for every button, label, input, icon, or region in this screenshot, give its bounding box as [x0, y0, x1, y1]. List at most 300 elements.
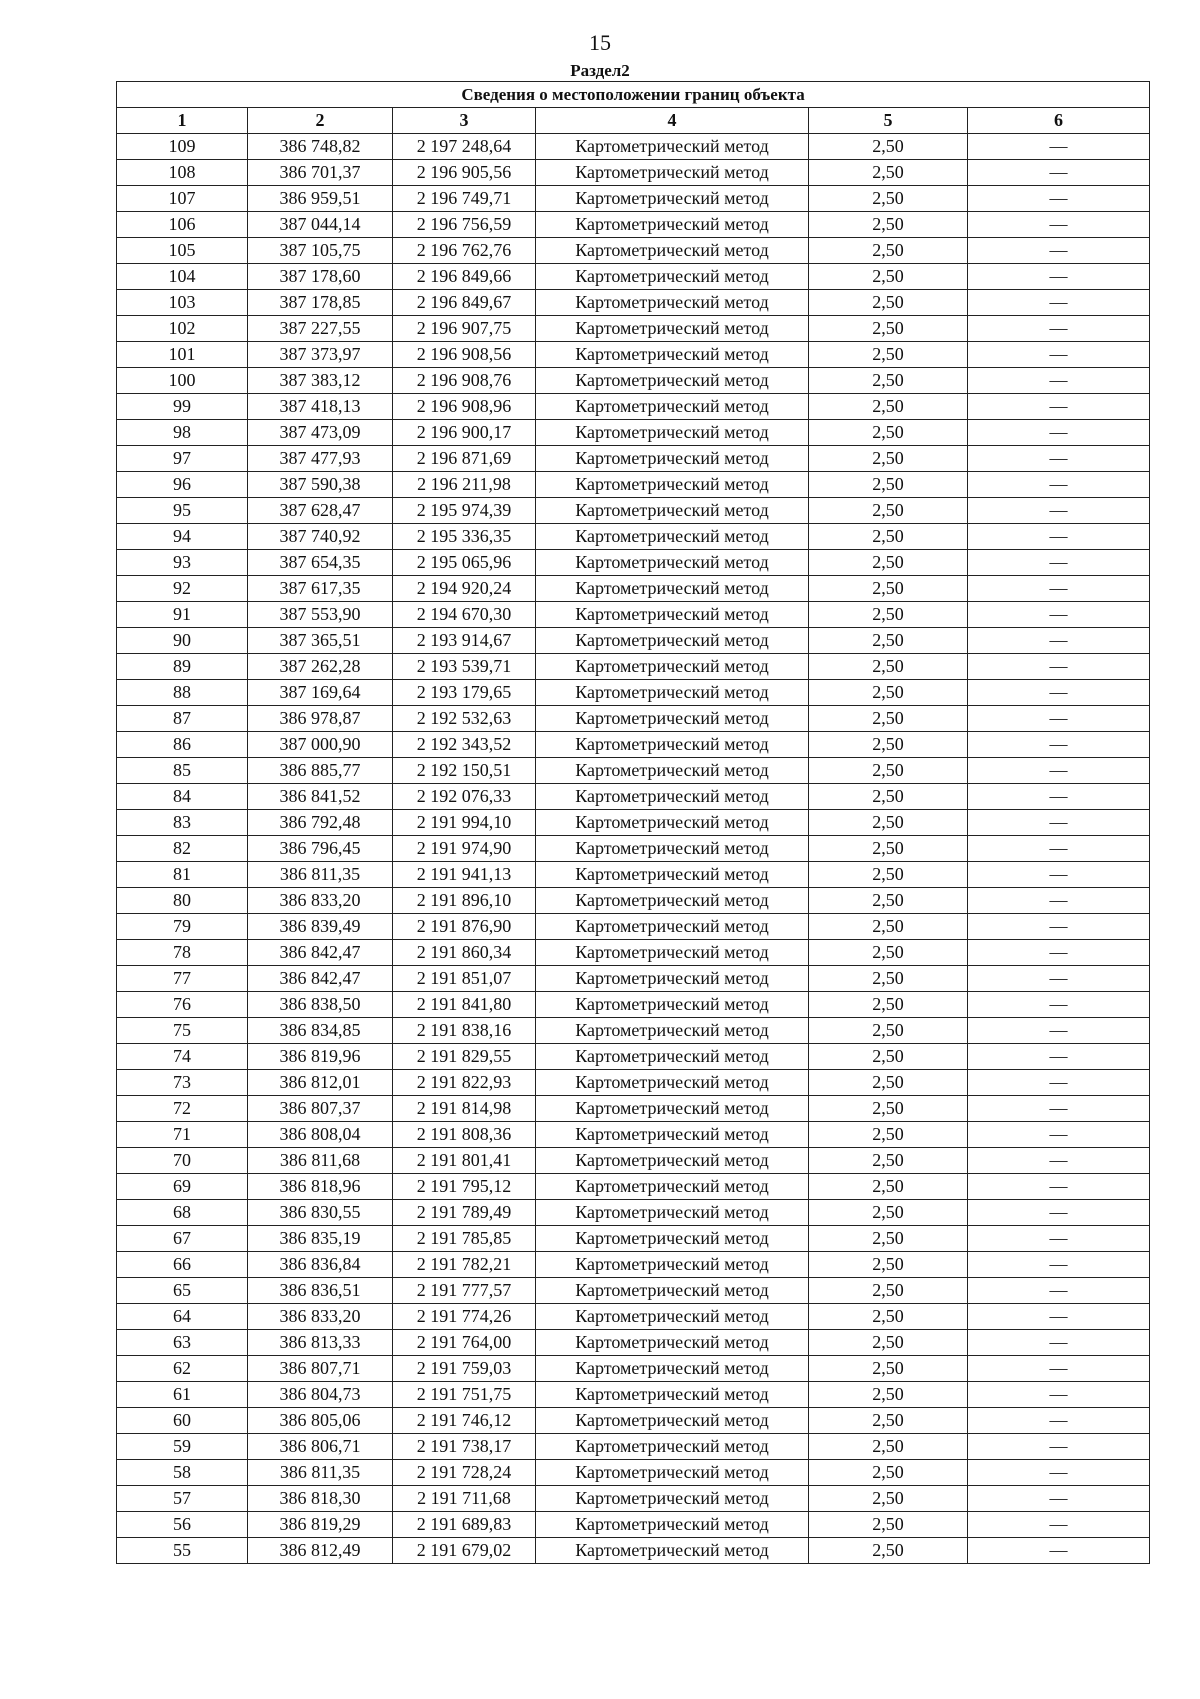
- cell-x-coordinate: 386 818,30: [248, 1486, 393, 1512]
- cell-point-number: 72: [117, 1096, 248, 1122]
- cell-method: Картометрический метод: [536, 836, 809, 862]
- cell-y-coordinate: 2 191 994,10: [393, 810, 536, 836]
- cell-x-coordinate: 386 811,35: [248, 1460, 393, 1486]
- cell-point-number: 101: [117, 342, 248, 368]
- cell-x-coordinate: 386 701,37: [248, 160, 393, 186]
- cell-y-coordinate: 2 193 179,65: [393, 680, 536, 706]
- cell-method: Картометрический метод: [536, 316, 809, 342]
- cell-description: —: [968, 1044, 1150, 1070]
- cell-accuracy: 2,50: [809, 758, 968, 784]
- column-header: 6: [968, 108, 1150, 134]
- cell-y-coordinate: 2 195 336,35: [393, 524, 536, 550]
- cell-method: Картометрический метод: [536, 1096, 809, 1122]
- cell-method: Картометрический метод: [536, 602, 809, 628]
- cell-method: Картометрический метод: [536, 758, 809, 784]
- cell-description: —: [968, 966, 1150, 992]
- cell-description: —: [968, 628, 1150, 654]
- cell-point-number: 99: [117, 394, 248, 420]
- cell-description: —: [968, 1018, 1150, 1044]
- cell-y-coordinate: 2 191 851,07: [393, 966, 536, 992]
- cell-description: —: [968, 134, 1150, 160]
- cell-point-number: 78: [117, 940, 248, 966]
- cell-method: Картометрический метод: [536, 1330, 809, 1356]
- cell-accuracy: 2,50: [809, 160, 968, 186]
- cell-method: Картометрический метод: [536, 784, 809, 810]
- cell-point-number: 96: [117, 472, 248, 498]
- cell-description: —: [968, 654, 1150, 680]
- table-row: [117, 576, 1150, 602]
- column-header: 4: [536, 108, 809, 134]
- cell-y-coordinate: 2 191 746,12: [393, 1408, 536, 1434]
- table-row: [117, 238, 1150, 264]
- cell-accuracy: 2,50: [809, 1018, 968, 1044]
- cell-accuracy: 2,50: [809, 1070, 968, 1096]
- cell-accuracy: 2,50: [809, 368, 968, 394]
- table-row: [117, 1538, 1150, 1564]
- cell-description: —: [968, 290, 1150, 316]
- cell-method: Картометрический метод: [536, 628, 809, 654]
- cell-description: —: [968, 992, 1150, 1018]
- cell-x-coordinate: 386 836,51: [248, 1278, 393, 1304]
- cell-accuracy: 2,50: [809, 134, 968, 160]
- cell-description: —: [968, 1174, 1150, 1200]
- cell-accuracy: 2,50: [809, 238, 968, 264]
- cell-description: —: [968, 1278, 1150, 1304]
- table-row: [117, 1044, 1150, 1070]
- cell-y-coordinate: 2 196 871,69: [393, 446, 536, 472]
- table-row: [117, 472, 1150, 498]
- table-row: [117, 1304, 1150, 1330]
- cell-y-coordinate: 2 196 762,76: [393, 238, 536, 264]
- cell-description: —: [968, 368, 1150, 394]
- cell-description: —: [968, 316, 1150, 342]
- table-row: [117, 446, 1150, 472]
- cell-description: —: [968, 836, 1150, 862]
- cell-method: Картометрический метод: [536, 368, 809, 394]
- cell-accuracy: 2,50: [809, 420, 968, 446]
- cell-method: Картометрический метод: [536, 940, 809, 966]
- cell-x-coordinate: 387 105,75: [248, 238, 393, 264]
- cell-y-coordinate: 2 191 751,75: [393, 1382, 536, 1408]
- cell-y-coordinate: 2 192 532,63: [393, 706, 536, 732]
- cell-point-number: 66: [117, 1252, 248, 1278]
- cell-description: —: [968, 1382, 1150, 1408]
- cell-method: Картометрический метод: [536, 862, 809, 888]
- cell-y-coordinate: 2 197 248,64: [393, 134, 536, 160]
- cell-y-coordinate: 2 196 908,96: [393, 394, 536, 420]
- cell-method: Картометрический метод: [536, 524, 809, 550]
- cell-point-number: 109: [117, 134, 248, 160]
- cell-accuracy: 2,50: [809, 628, 968, 654]
- table-row: [117, 550, 1150, 576]
- cell-description: —: [968, 732, 1150, 758]
- cell-point-number: 86: [117, 732, 248, 758]
- cell-method: Картометрический метод: [536, 446, 809, 472]
- cell-method: Картометрический метод: [536, 1122, 809, 1148]
- cell-point-number: 89: [117, 654, 248, 680]
- cell-x-coordinate: 386 804,73: [248, 1382, 393, 1408]
- cell-point-number: 56: [117, 1512, 248, 1538]
- column-header: 2: [248, 108, 393, 134]
- cell-point-number: 59: [117, 1434, 248, 1460]
- table-row: [117, 1382, 1150, 1408]
- cell-y-coordinate: 2 193 914,67: [393, 628, 536, 654]
- cell-point-number: 87: [117, 706, 248, 732]
- cell-point-number: 105: [117, 238, 248, 264]
- cell-y-coordinate: 2 191 814,98: [393, 1096, 536, 1122]
- cell-description: —: [968, 1252, 1150, 1278]
- cell-method: Картометрический метод: [536, 992, 809, 1018]
- cell-x-coordinate: 387 553,90: [248, 602, 393, 628]
- table-row: [117, 264, 1150, 290]
- table-row: [117, 888, 1150, 914]
- cell-y-coordinate: 2 196 908,56: [393, 342, 536, 368]
- cell-accuracy: 2,50: [809, 784, 968, 810]
- cell-accuracy: 2,50: [809, 862, 968, 888]
- cell-description: —: [968, 1122, 1150, 1148]
- cell-point-number: 107: [117, 186, 248, 212]
- cell-x-coordinate: 387 590,38: [248, 472, 393, 498]
- column-header: 1: [117, 108, 248, 134]
- cell-point-number: 74: [117, 1044, 248, 1070]
- cell-accuracy: 2,50: [809, 1122, 968, 1148]
- cell-method: Картометрический метод: [536, 420, 809, 446]
- cell-description: —: [968, 1226, 1150, 1252]
- cell-method: Картометрический метод: [536, 394, 809, 420]
- cell-description: —: [968, 1538, 1150, 1564]
- cell-point-number: 91: [117, 602, 248, 628]
- cell-point-number: 93: [117, 550, 248, 576]
- table-row: [117, 654, 1150, 680]
- cell-accuracy: 2,50: [809, 1278, 968, 1304]
- cell-point-number: 65: [117, 1278, 248, 1304]
- cell-method: Картометрический метод: [536, 1044, 809, 1070]
- cell-method: Картометрический метод: [536, 1278, 809, 1304]
- cell-method: Картометрический метод: [536, 1148, 809, 1174]
- cell-y-coordinate: 2 192 150,51: [393, 758, 536, 784]
- table-row: [117, 966, 1150, 992]
- cell-description: —: [968, 810, 1150, 836]
- cell-x-coordinate: 386 842,47: [248, 940, 393, 966]
- table-row: [117, 342, 1150, 368]
- cell-accuracy: 2,50: [809, 1382, 968, 1408]
- cell-point-number: 63: [117, 1330, 248, 1356]
- cell-description: —: [968, 1486, 1150, 1512]
- cell-x-coordinate: 387 740,92: [248, 524, 393, 550]
- cell-point-number: 102: [117, 316, 248, 342]
- table-row: [117, 394, 1150, 420]
- cell-description: —: [968, 862, 1150, 888]
- cell-description: —: [968, 160, 1150, 186]
- cell-point-number: 60: [117, 1408, 248, 1434]
- cell-x-coordinate: 386 811,35: [248, 862, 393, 888]
- cell-accuracy: 2,50: [809, 940, 968, 966]
- table-row: [117, 836, 1150, 862]
- cell-accuracy: 2,50: [809, 1174, 968, 1200]
- cell-x-coordinate: 387 373,97: [248, 342, 393, 368]
- cell-y-coordinate: 2 196 905,56: [393, 160, 536, 186]
- cell-x-coordinate: 387 365,51: [248, 628, 393, 654]
- cell-accuracy: 2,50: [809, 1356, 968, 1382]
- cell-point-number: 85: [117, 758, 248, 784]
- cell-accuracy: 2,50: [809, 680, 968, 706]
- cell-accuracy: 2,50: [809, 1200, 968, 1226]
- cell-x-coordinate: 387 383,12: [248, 368, 393, 394]
- column-header: 3: [393, 108, 536, 134]
- cell-y-coordinate: 2 191 876,90: [393, 914, 536, 940]
- table-row: [117, 1122, 1150, 1148]
- cell-point-number: 100: [117, 368, 248, 394]
- cell-point-number: 95: [117, 498, 248, 524]
- cell-accuracy: 2,50: [809, 1226, 968, 1252]
- cell-y-coordinate: 2 192 343,52: [393, 732, 536, 758]
- cell-accuracy: 2,50: [809, 914, 968, 940]
- cell-y-coordinate: 2 195 974,39: [393, 498, 536, 524]
- cell-method: Картометрический метод: [536, 810, 809, 836]
- cell-x-coordinate: 387 628,47: [248, 498, 393, 524]
- cell-x-coordinate: 386 808,04: [248, 1122, 393, 1148]
- cell-point-number: 57: [117, 1486, 248, 1512]
- cell-y-coordinate: 2 191 838,16: [393, 1018, 536, 1044]
- cell-point-number: 88: [117, 680, 248, 706]
- table-row: [117, 1434, 1150, 1460]
- cell-point-number: 70: [117, 1148, 248, 1174]
- cell-y-coordinate: 2 191 860,34: [393, 940, 536, 966]
- cell-x-coordinate: 387 044,14: [248, 212, 393, 238]
- table-row: [117, 498, 1150, 524]
- cell-description: —: [968, 446, 1150, 472]
- cell-point-number: 97: [117, 446, 248, 472]
- cell-method: Картометрический метод: [536, 1304, 809, 1330]
- cell-description: —: [968, 550, 1150, 576]
- table-row: [117, 1512, 1150, 1538]
- cell-description: —: [968, 1460, 1150, 1486]
- cell-accuracy: 2,50: [809, 1512, 968, 1538]
- cell-x-coordinate: 387 178,60: [248, 264, 393, 290]
- cell-accuracy: 2,50: [809, 732, 968, 758]
- table-row: [117, 706, 1150, 732]
- cell-accuracy: 2,50: [809, 1044, 968, 1070]
- table-row: [117, 680, 1150, 706]
- cell-point-number: 80: [117, 888, 248, 914]
- cell-y-coordinate: 2 191 774,26: [393, 1304, 536, 1330]
- cell-x-coordinate: 386 833,20: [248, 1304, 393, 1330]
- column-header: 5: [809, 108, 968, 134]
- cell-point-number: 108: [117, 160, 248, 186]
- page-number: 15: [589, 30, 611, 55]
- table-row: [117, 758, 1150, 784]
- cell-accuracy: 2,50: [809, 212, 968, 238]
- cell-x-coordinate: 386 885,77: [248, 758, 393, 784]
- cell-point-number: 73: [117, 1070, 248, 1096]
- cell-method: Картометрический метод: [536, 1434, 809, 1460]
- cell-y-coordinate: 2 196 211,98: [393, 472, 536, 498]
- cell-y-coordinate: 2 191 777,57: [393, 1278, 536, 1304]
- table-row: [117, 160, 1150, 186]
- cell-accuracy: 2,50: [809, 394, 968, 420]
- cell-x-coordinate: 386 807,37: [248, 1096, 393, 1122]
- cell-x-coordinate: 386 792,48: [248, 810, 393, 836]
- cell-accuracy: 2,50: [809, 290, 968, 316]
- table-row: [117, 732, 1150, 758]
- cell-method: Картометрический метод: [536, 550, 809, 576]
- cell-accuracy: 2,50: [809, 1330, 968, 1356]
- cell-description: —: [968, 914, 1150, 940]
- cell-x-coordinate: 386 819,96: [248, 1044, 393, 1070]
- cell-description: —: [968, 706, 1150, 732]
- cell-point-number: 62: [117, 1356, 248, 1382]
- section-title: Раздел2: [570, 61, 630, 80]
- cell-point-number: 55: [117, 1538, 248, 1564]
- cell-accuracy: 2,50: [809, 1538, 968, 1564]
- cell-method: Картометрический метод: [536, 238, 809, 264]
- cell-method: Картометрический метод: [536, 290, 809, 316]
- cell-y-coordinate: 2 191 738,17: [393, 1434, 536, 1460]
- table-row: [117, 1486, 1150, 1512]
- cell-x-coordinate: 386 748,82: [248, 134, 393, 160]
- cell-y-coordinate: 2 191 822,93: [393, 1070, 536, 1096]
- cell-accuracy: 2,50: [809, 264, 968, 290]
- table-row: [117, 1070, 1150, 1096]
- cell-x-coordinate: 386 835,19: [248, 1226, 393, 1252]
- cell-point-number: 94: [117, 524, 248, 550]
- table-row: [117, 186, 1150, 212]
- cell-method: Картометрический метод: [536, 1018, 809, 1044]
- cell-description: —: [968, 1356, 1150, 1382]
- cell-accuracy: 2,50: [809, 316, 968, 342]
- cell-description: —: [968, 394, 1150, 420]
- cell-x-coordinate: 386 796,45: [248, 836, 393, 862]
- cell-x-coordinate: 386 836,84: [248, 1252, 393, 1278]
- cell-y-coordinate: 2 191 941,13: [393, 862, 536, 888]
- cell-method: Картометрический метод: [536, 1252, 809, 1278]
- cell-y-coordinate: 2 196 749,71: [393, 186, 536, 212]
- cell-method: Картометрический метод: [536, 888, 809, 914]
- cell-x-coordinate: 387 262,28: [248, 654, 393, 680]
- table-row: [117, 1252, 1150, 1278]
- cell-x-coordinate: 386 805,06: [248, 1408, 393, 1434]
- cell-x-coordinate: 387 178,85: [248, 290, 393, 316]
- cell-description: —: [968, 680, 1150, 706]
- cell-method: Картометрический метод: [536, 498, 809, 524]
- cell-point-number: 104: [117, 264, 248, 290]
- cell-accuracy: 2,50: [809, 992, 968, 1018]
- cell-x-coordinate: 387 477,93: [248, 446, 393, 472]
- cell-description: —: [968, 524, 1150, 550]
- table-row: [117, 940, 1150, 966]
- table-row: [117, 1174, 1150, 1200]
- cell-point-number: 92: [117, 576, 248, 602]
- cell-description: —: [968, 498, 1150, 524]
- cell-accuracy: 2,50: [809, 550, 968, 576]
- cell-x-coordinate: 387 418,13: [248, 394, 393, 420]
- cell-method: Картометрический метод: [536, 1174, 809, 1200]
- cell-accuracy: 2,50: [809, 576, 968, 602]
- cell-accuracy: 2,50: [809, 602, 968, 628]
- table-row: [117, 1460, 1150, 1486]
- cell-description: —: [968, 264, 1150, 290]
- cell-description: —: [968, 888, 1150, 914]
- cell-x-coordinate: 386 806,71: [248, 1434, 393, 1460]
- table-row: [117, 784, 1150, 810]
- cell-y-coordinate: 2 191 785,85: [393, 1226, 536, 1252]
- table-row: [117, 524, 1150, 550]
- cell-x-coordinate: 387 169,64: [248, 680, 393, 706]
- table-row: [117, 316, 1150, 342]
- cell-point-number: 84: [117, 784, 248, 810]
- cell-point-number: 106: [117, 212, 248, 238]
- cell-y-coordinate: 2 196 907,75: [393, 316, 536, 342]
- cell-y-coordinate: 2 196 849,66: [393, 264, 536, 290]
- cell-method: Картометрический метод: [536, 1356, 809, 1382]
- cell-method: Картометрический метод: [536, 186, 809, 212]
- cell-method: Картометрический метод: [536, 1460, 809, 1486]
- cell-x-coordinate: 387 000,90: [248, 732, 393, 758]
- cell-point-number: 64: [117, 1304, 248, 1330]
- cell-method: Картометрический метод: [536, 576, 809, 602]
- cell-method: Картометрический метод: [536, 1486, 809, 1512]
- cell-description: —: [968, 576, 1150, 602]
- cell-accuracy: 2,50: [809, 1408, 968, 1434]
- cell-point-number: 90: [117, 628, 248, 654]
- cell-description: —: [968, 1512, 1150, 1538]
- cell-description: —: [968, 238, 1150, 264]
- cell-description: —: [968, 420, 1150, 446]
- cell-accuracy: 2,50: [809, 654, 968, 680]
- table-row: [117, 1096, 1150, 1122]
- cell-point-number: 82: [117, 836, 248, 862]
- cell-y-coordinate: 2 191 711,68: [393, 1486, 536, 1512]
- table-row: [117, 420, 1150, 446]
- cell-accuracy: 2,50: [809, 342, 968, 368]
- cell-method: Картометрический метод: [536, 914, 809, 940]
- cell-accuracy: 2,50: [809, 1304, 968, 1330]
- cell-method: Картометрический метод: [536, 1226, 809, 1252]
- cell-point-number: 76: [117, 992, 248, 1018]
- cell-method: Картометрический метод: [536, 1382, 809, 1408]
- cell-method: Картометрический метод: [536, 1070, 809, 1096]
- table-row: [117, 810, 1150, 836]
- cell-y-coordinate: 2 191 795,12: [393, 1174, 536, 1200]
- cell-x-coordinate: 386 833,20: [248, 888, 393, 914]
- cell-point-number: 103: [117, 290, 248, 316]
- cell-y-coordinate: 2 191 896,10: [393, 888, 536, 914]
- table-body: [117, 134, 1150, 1564]
- cell-y-coordinate: 2 192 076,33: [393, 784, 536, 810]
- cell-description: —: [968, 1304, 1150, 1330]
- cell-y-coordinate: 2 194 670,30: [393, 602, 536, 628]
- table-row: [117, 134, 1150, 160]
- table-row: [117, 212, 1150, 238]
- table-row: [117, 1408, 1150, 1434]
- cell-y-coordinate: 2 191 808,36: [393, 1122, 536, 1148]
- cell-x-coordinate: 386 807,71: [248, 1356, 393, 1382]
- cell-method: Картометрический метод: [536, 1200, 809, 1226]
- cell-y-coordinate: 2 196 849,67: [393, 290, 536, 316]
- cell-method: Картометрический метод: [536, 134, 809, 160]
- cell-description: —: [968, 186, 1150, 212]
- cell-description: —: [968, 1200, 1150, 1226]
- cell-x-coordinate: 386 841,52: [248, 784, 393, 810]
- cell-x-coordinate: 386 813,33: [248, 1330, 393, 1356]
- cell-description: —: [968, 1330, 1150, 1356]
- cell-description: —: [968, 602, 1150, 628]
- cell-method: Картометрический метод: [536, 472, 809, 498]
- cell-point-number: 71: [117, 1122, 248, 1148]
- cell-x-coordinate: 386 959,51: [248, 186, 393, 212]
- table-row: [117, 1226, 1150, 1252]
- table-row: [117, 290, 1150, 316]
